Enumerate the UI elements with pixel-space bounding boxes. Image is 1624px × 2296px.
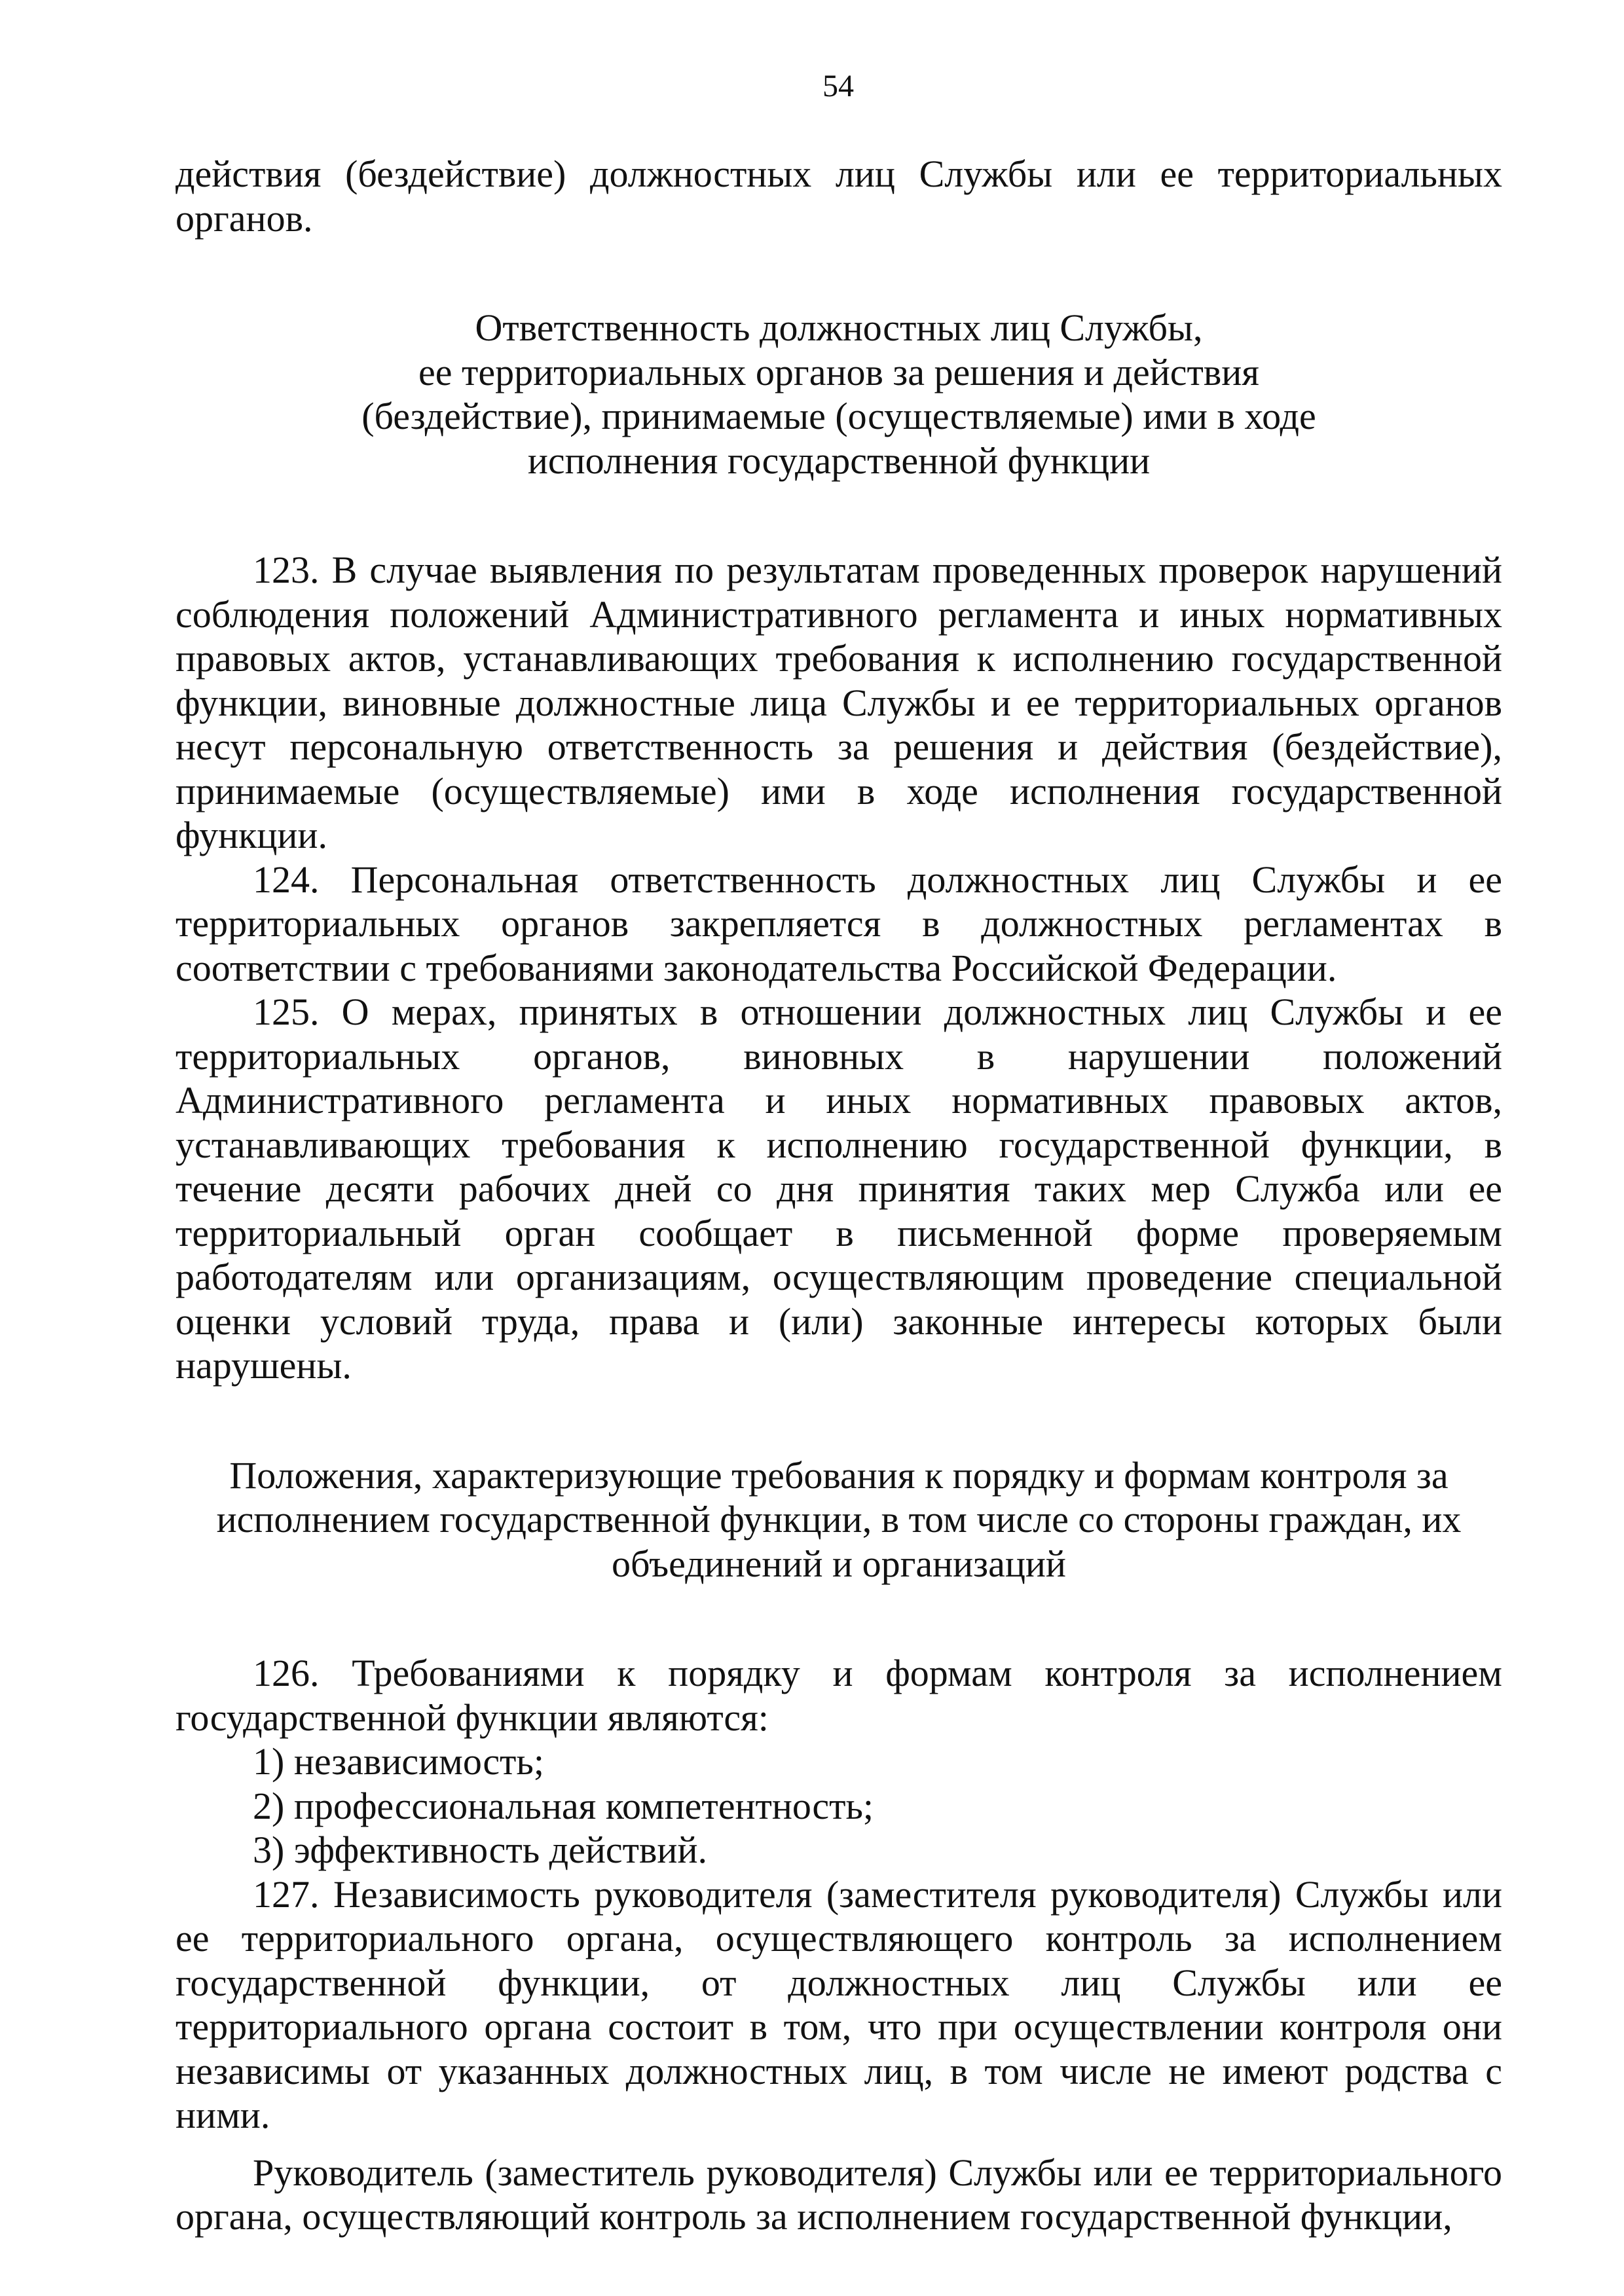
section-heading-control	[175, 1453, 1502, 1586]
list-item: 2) профессиональная компетентность;	[253, 1784, 874, 1827]
page-number: 54	[822, 69, 854, 103]
list-item: 1) независимость;	[253, 1740, 544, 1783]
heading-line: исполнения государственной функции	[527, 439, 1151, 482]
page-content	[175, 152, 1502, 2239]
heading-line: Положения, характеризующие требования к порядку и формам контроля за	[229, 1453, 1449, 1497]
heading-line: Ответственность должностных лиц Службы,	[475, 306, 1203, 349]
paragraph-127: 127. Независимость руководителя (заместителя руководителя) Службы или ее территориального органа, осуществляющего контроль за исполнением государственной функции, от должностных лиц Службы или ее территориального органа состоит в том, что при осуществлении контроля они независимы от указанных должностных лиц, в том числе не имеют родства с ними.	[175, 1872, 1502, 2136]
section-heading-responsibility	[175, 306, 1502, 483]
heading-line: (бездействие), принимаемые (осуществляемые) ими в ходе	[361, 395, 1316, 437]
paragraph-supervisor: Руководитель (заместитель руководителя) Службы или ее территориального органа, осуществляющий контроль за исполнением государственной функции,	[175, 2151, 1502, 2238]
paragraph-125: 125. О мерах, принятых в отношении должностных лиц Службы и ее территориальных органов, виновных в нарушении положений Административного регламента и иных нормативных правовых актов, устанавливающих требования к исполнению государственной функции, в течение десяти рабочих дней со дня принятия таких мер Служба или ее территориальный орган сообщает в письменной форме проверяемым работодателям или организациям, осуществляющим проведение специальной оценки условий труда, права и (или) законные интересы которых были нарушены.	[175, 991, 1502, 1387]
heading-line: исполнением государственной функции, в том числе со стороны граждан, их	[216, 1498, 1462, 1540]
heading-line: ее территориальных органов за решения и действия	[418, 350, 1259, 393]
paragraph-126: 126. Требованиями к порядку и формам контроля за исполнением государственной функции являются:	[175, 1652, 1502, 1739]
continuation-paragraph: действия (бездействие) должностных лиц Службы или ее территориальных органов.	[175, 153, 1502, 240]
paragraph-123: 123. В случае выявления по результатам проведенных проверок нарушений соблюдения положений Административного регламента и иных нормативных правовых актов, устанавливающих требования к исполнению государственной функции, виновные должностные лица Службы и ее территориальных органов несут персональную ответственность за решения и действия (бездействие), принимаемые (осуществляемые) ими в ходе исполнения государственной функции.	[175, 549, 1502, 856]
list-item: 3) эффективность действий.	[253, 1829, 707, 1871]
paragraph-124: 124. Персональная ответственность должностных лиц Службы и ее территориальных органов закрепляется в должностных регламентах в соответствии с требованиями законодательства Российской Федерации.	[175, 858, 1502, 989]
heading-line: объединений и организаций	[612, 1542, 1066, 1585]
